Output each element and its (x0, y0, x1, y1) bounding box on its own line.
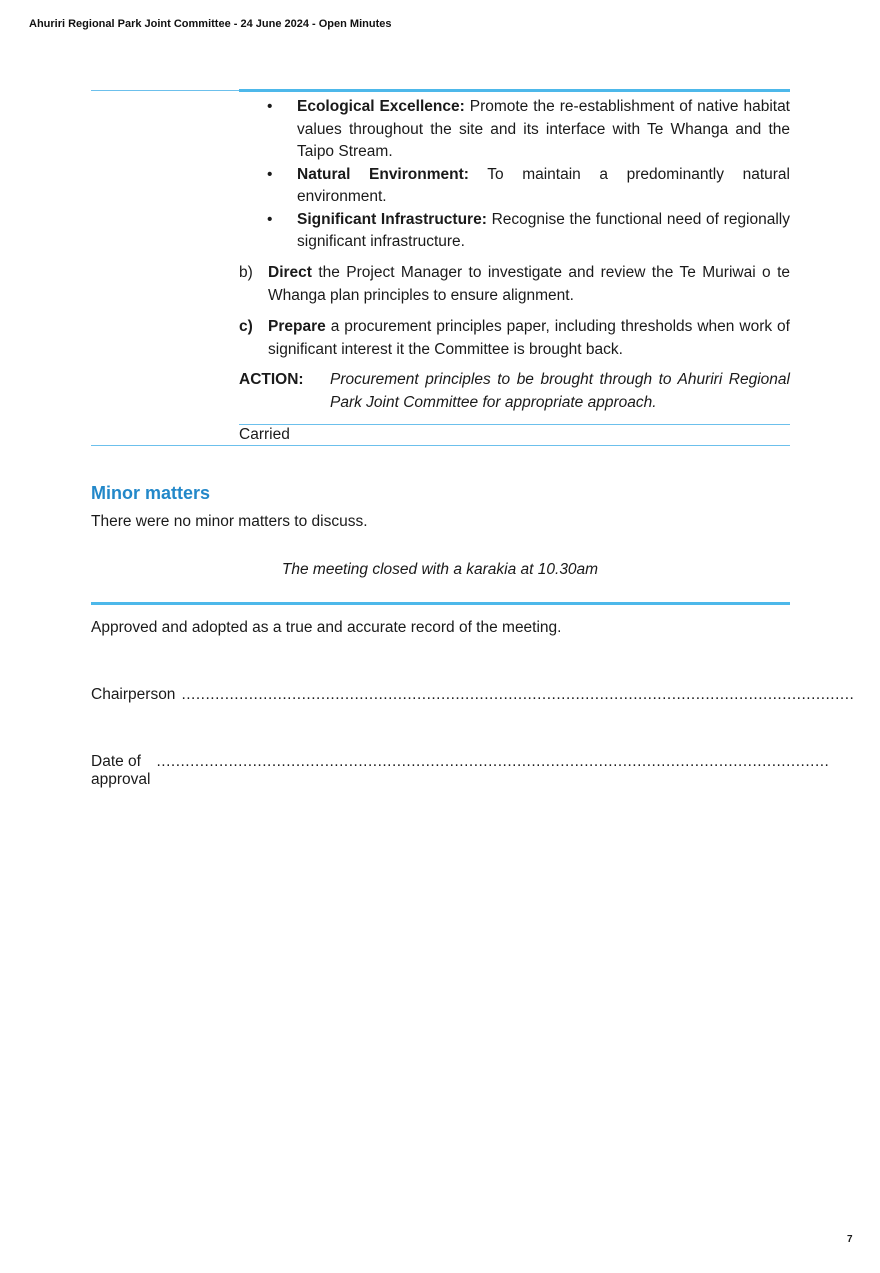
approval-statement: Approved and adopted as a true and accurate record of the meeting. (91, 619, 562, 636)
action-label: ACTION: (239, 371, 304, 388)
signature-dots: ............................................................................................................................................ (156, 753, 830, 770)
bullet-text: Promote the re-establishment of native habitat values throughout the site and its interface with Te Whanga and the Taipo Stream. (297, 98, 790, 160)
table-bottom-rule (91, 445, 790, 446)
item-text: a procurement principles paper, including thresholds when work of significant interest it the Committee is brought back. (268, 318, 790, 358)
closing-statement: The meeting closed with a karakia at 10.30am (281, 561, 599, 578)
resolution-item-b (239, 262, 790, 307)
resolution-item-c (239, 316, 790, 361)
bullet-term: Natural Environment: (297, 165, 469, 183)
bullet-term: Significant Infrastructure: (297, 210, 487, 228)
list-item (267, 96, 790, 164)
table-top-rule-left (91, 90, 239, 91)
item-verb: Prepare (268, 318, 326, 335)
table-top-rule-right (239, 89, 790, 92)
chairperson-signature-line (91, 686, 855, 704)
bullet-glyph: • (267, 165, 273, 183)
carried-text: Carried (239, 426, 290, 443)
signature-dots: ............................................................................................................................................ (181, 686, 855, 703)
date-of-approval-line (91, 753, 830, 789)
document-header: Ahuriri Regional Park Joint Committee - 24 June 2024 - Open Minutes (29, 18, 392, 30)
list-item (267, 164, 790, 209)
item-label: b) (239, 264, 253, 281)
section-heading-minor-matters: Minor matters (91, 483, 211, 503)
bullet-text: Recognise the functional need of regionally significant infrastructure. (297, 210, 791, 250)
carried-top-rule (239, 424, 790, 425)
action-text: Procurement principles to be brought through to Ahuriri Regional Park Joint Committee for appropriate approach. (330, 371, 790, 411)
minor-matters-text: There were no minor matters to discuss. (91, 513, 368, 530)
bullet-term: Ecological Excellence: (297, 98, 465, 115)
bullet-text: To maintain a predominantly natural environment. (297, 165, 790, 205)
item-text: the Project Manager to investigate and review the Te Muriwai o te Whanga plan principles to ensure alignment. (268, 264, 790, 304)
page-number: 7 (847, 1234, 853, 1245)
item-verb: Direct (268, 264, 312, 281)
date-of-approval-label: Date of approval (91, 753, 151, 788)
list-item (267, 209, 790, 254)
principles-list (267, 96, 790, 254)
bullet-glyph: • (267, 98, 273, 115)
action-item (239, 369, 790, 414)
item-label: c) (239, 318, 253, 335)
section-divider (91, 602, 790, 605)
chairperson-label: Chairperson (91, 686, 176, 703)
bullet-glyph: • (267, 210, 273, 228)
